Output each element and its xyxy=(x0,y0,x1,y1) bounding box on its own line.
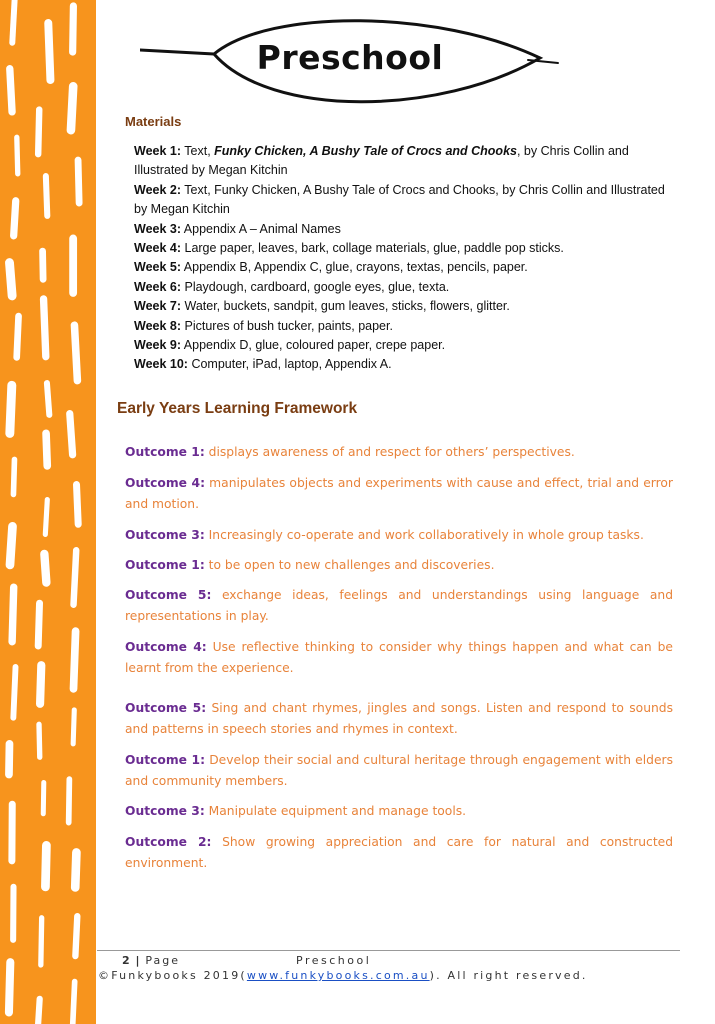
outcome-text: exchange ideas, feelings and understandings using language and representations in play. xyxy=(125,588,673,623)
page-separator: | xyxy=(130,954,146,967)
outcome-item xyxy=(125,698,673,740)
materials-week-2 xyxy=(134,181,674,220)
footer-divider xyxy=(97,950,680,951)
week-label: Week 7: xyxy=(134,299,182,314)
outcome-label: Outcome 3: xyxy=(125,804,205,818)
footer-page-number xyxy=(122,954,180,967)
week-text: Large paper, leaves, bark, collage materials, glue, paddle pop sticks. xyxy=(181,241,564,256)
outcome-item xyxy=(125,555,673,576)
book-title: Funky Chicken, A Bushy Tale of Crocs and Chooks xyxy=(214,144,517,158)
materials-week-5 xyxy=(134,258,674,277)
outcome-text: Develop their social and cultural heritage through engagement with elders and community members. xyxy=(125,753,673,788)
outcome-item xyxy=(125,801,673,822)
outcome-label: Outcome 1: xyxy=(125,558,205,572)
outcome-item xyxy=(125,750,673,792)
outcome-label: Outcome 5: xyxy=(125,588,212,602)
outcome-text: Show growing appreciation and care for natural and constructed environment. xyxy=(125,835,674,870)
copyright-prefix: ©Funkybooks 2019( xyxy=(98,969,247,982)
outcome-text: Use reflective thinking to consider why things happen and what can be learnt from the experience. xyxy=(125,640,673,675)
materials-week-4 xyxy=(134,239,674,258)
week-label: Week 9: xyxy=(134,338,182,353)
week-label: Week 4: xyxy=(134,241,182,256)
week-text: Computer, iPad, laptop, Appendix A. xyxy=(187,357,392,372)
outcome-item xyxy=(125,525,673,546)
page-number: 2 xyxy=(122,954,131,967)
framework-heading: Early Years Learning Framework xyxy=(117,400,358,417)
week-label: Week 10: xyxy=(134,357,188,372)
outcome-item xyxy=(125,585,673,627)
outcome-item xyxy=(125,637,673,679)
outcome-label: Outcome 1: xyxy=(125,445,205,459)
outcome-item xyxy=(125,473,673,515)
week-text: Pictures of bush tucker, paints, paper. xyxy=(181,318,393,333)
materials-week-10 xyxy=(134,355,674,374)
week-text: Text, Funky Chicken, A Bushy Tale of Crocs and Chooks, by Chris Collin and Illustrated by Megan Kitchin xyxy=(134,182,665,217)
materials-week-7 xyxy=(134,297,674,316)
outcome-text: Increasingly co-operate and work collaboratively in whole group tasks. xyxy=(204,528,644,542)
outcome-label: Outcome 5: xyxy=(125,701,207,715)
week-text: Playdough, cardboard, google eyes, glue, texta. xyxy=(181,279,450,294)
page-word: Page xyxy=(145,954,180,967)
week-text: Text, xyxy=(181,144,215,158)
materials-week-6 xyxy=(134,278,674,297)
materials-week-1 xyxy=(134,142,674,181)
week-text: Appendix A – Animal Names xyxy=(181,221,341,236)
materials-week-9 xyxy=(134,336,674,355)
page-title: Preschool xyxy=(256,38,444,77)
outcome-label: Outcome 2: xyxy=(125,835,212,849)
week-text: Water, buckets, sandpit, gum leaves, sticks, flowers, glitter. xyxy=(181,299,510,314)
week-text: , by Chris Collin and Illustrated by Megan Kitchin xyxy=(134,144,629,178)
footer-title: Preschool xyxy=(296,954,372,967)
week-label: Week 6: xyxy=(134,279,182,294)
outcome-text: displays awareness of and respect for others’ perspectives. xyxy=(204,445,575,459)
outcome-text: to be open to new challenges and discoveries. xyxy=(204,558,495,572)
outcome-label: Outcome 1: xyxy=(125,753,206,767)
copyright-suffix: ). All right reserved. xyxy=(429,969,588,982)
outcome-item xyxy=(125,832,673,874)
materials-week-3 xyxy=(134,220,674,239)
week-text: Appendix D, glue, coloured paper, crepe paper. xyxy=(181,338,446,353)
week-text: Appendix B, Appendix C, glue, crayons, textas, pencils, paper. xyxy=(181,260,528,275)
website-link[interactable]: www.funkybooks.com.au xyxy=(246,969,430,982)
outcome-label: Outcome 4: xyxy=(125,640,207,654)
outcome-label: Outcome 3: xyxy=(125,528,205,542)
outcome-item xyxy=(125,442,673,463)
outcome-label: Outcome 4: xyxy=(125,476,205,490)
materials-heading: Materials xyxy=(125,114,182,129)
footer-copyright xyxy=(98,969,698,982)
outcome-text: Sing and chant rhymes, jingles and songs. Listen and respond to sounds and patterns in speech stories and rhymes in context. xyxy=(125,701,674,736)
week-label: Week 8: xyxy=(134,318,182,333)
week-label: Week 5: xyxy=(134,260,182,275)
outcome-text: manipulates objects and experiments with cause and effect, trial and error and motion. xyxy=(125,476,673,511)
outcome-text: Manipulate equipment and manage tools. xyxy=(204,804,467,818)
materials-week-8 xyxy=(134,317,674,336)
materials-list xyxy=(134,142,674,375)
week-label: Week 2: xyxy=(134,182,182,197)
week-label: Week 1: xyxy=(134,144,182,158)
week-label: Week 3: xyxy=(134,221,182,236)
decorative-side-border xyxy=(0,0,96,1024)
